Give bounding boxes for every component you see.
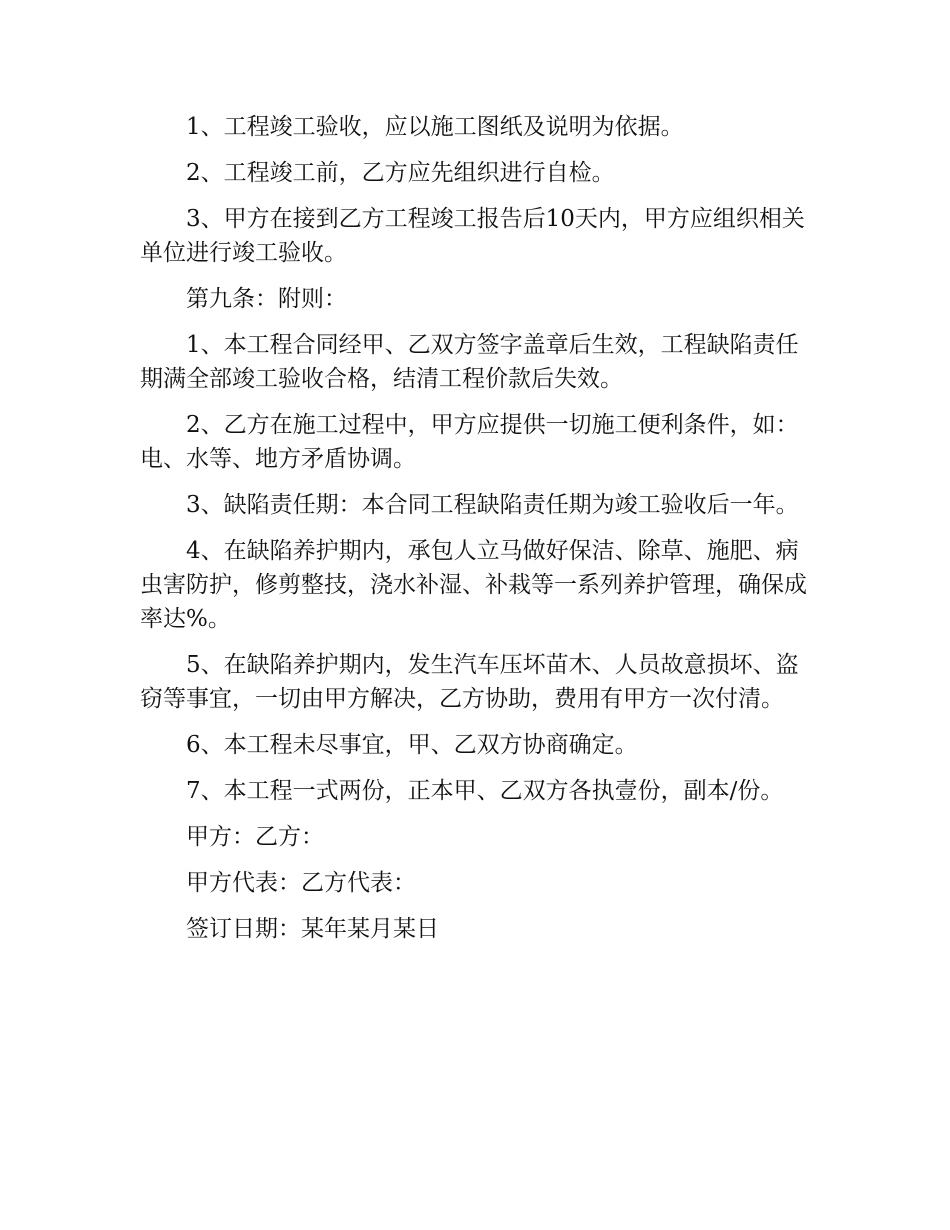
clause-paragraph: 1、本工程合同经甲、乙双方签字盖章后生效，工程缺陷责任期满全部竣工验收合格，结清工程价款后失效。: [140, 332, 799, 392]
signature-party-line: 甲方：乙方：: [186, 824, 324, 850]
clause-paragraph: 2、乙方在施工过程中，甲方应提供一切施工便利条件，如：电、水等、地方矛盾协调。: [140, 412, 799, 472]
clause-paragraph: 2、工程竣工前，乙方应先组织进行自检。: [186, 160, 615, 186]
signature-representative-line: 甲方代表：乙方代表：: [186, 870, 416, 896]
clause-paragraph: 6、本工程未尽事宜，甲、乙双方协商确定。: [186, 732, 638, 758]
clause-paragraph: 4、在缺陷养护期内，承包人立马做好保洁、除草、施肥、病虫害防护，修剪整技，浇水补湿、补栽等一系列养护管理，确保成率达%。: [140, 538, 807, 632]
signing-date-line: 签订日期：某年某月某日: [186, 916, 439, 942]
clause-paragraph: 3、缺陷责任期：本合同工程缺陷责任期为竣工验收后一年。: [186, 492, 799, 518]
document-body: [140, 110, 820, 958]
clause-paragraph: 3、甲方在接到乙方工程竣工报告后10天内，甲方应组织相关单位进行竣工验收。: [140, 206, 805, 266]
clause-paragraph: 1、工程竣工验收，应以施工图纸及说明为依据。: [186, 114, 684, 140]
section-heading: 第九条：附则：: [186, 286, 347, 312]
clause-paragraph: 5、在缺陷养护期内，发生汽车压坏苗木、人员故意损坏、盗窃等事宜，一切由甲方解决，乙方协助，费用有甲方一次付清。: [140, 652, 799, 712]
clause-paragraph: 7、本工程一式两份，正本甲、乙双方各执壹份，副本/份。: [186, 778, 784, 804]
